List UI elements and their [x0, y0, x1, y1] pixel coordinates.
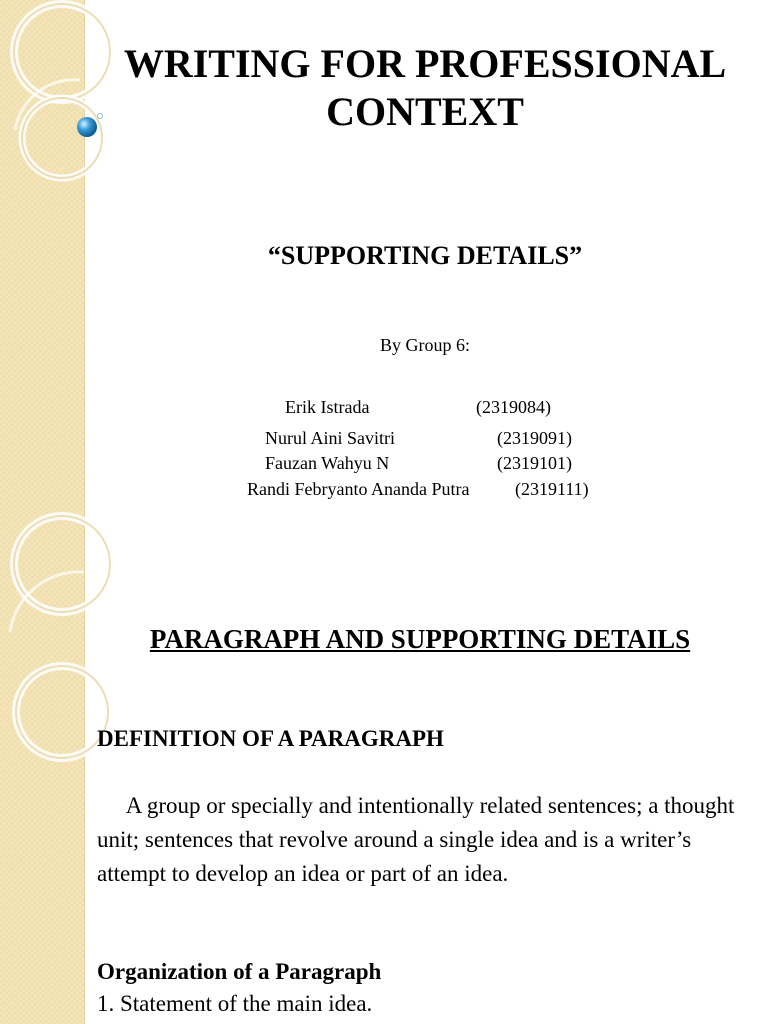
decorative-rings — [0, 512, 120, 1024]
subtitle: “SUPPORTING DETAILS” — [267, 241, 583, 270]
member-name: Randi Febryanto Ananda Putra — [247, 479, 470, 499]
definition-heading: DEFINITION OF A PARAGRAPH — [97, 726, 444, 751]
page-title — [100, 40, 750, 136]
section-title: PARAGRAPH AND SUPPORTING DETAILS — [149, 624, 691, 654]
member-name: Fauzan Wahyu N — [265, 453, 390, 473]
title-line-2: CONTEXT — [326, 89, 524, 134]
member-row — [247, 478, 589, 512]
member-id: (2319101) — [497, 453, 572, 473]
member-name: Erik Istrada — [285, 397, 370, 417]
definition-body: A group or specially and intentionally related sentences; a thought unit; sentences that revolve around a single idea and is a writer’s attempt to develop an idea or part of an idea. — [97, 793, 735, 886]
member-id: (2319084) — [476, 397, 551, 417]
member-id: (2319091) — [497, 428, 572, 448]
content-slide — [0, 512, 768, 1024]
member-name: Nurul Aini Savitri — [265, 428, 395, 448]
organization-heading: Organization of a Paragraph — [97, 959, 382, 984]
member-id: (2319111) — [515, 479, 589, 499]
definition-text — [97, 789, 747, 891]
title-line-1: WRITING FOR PROFESSIONAL — [123, 41, 727, 86]
group-label: By Group 6: — [380, 335, 470, 355]
list-item: 1. Statement of the main idea. — [97, 991, 373, 1016]
